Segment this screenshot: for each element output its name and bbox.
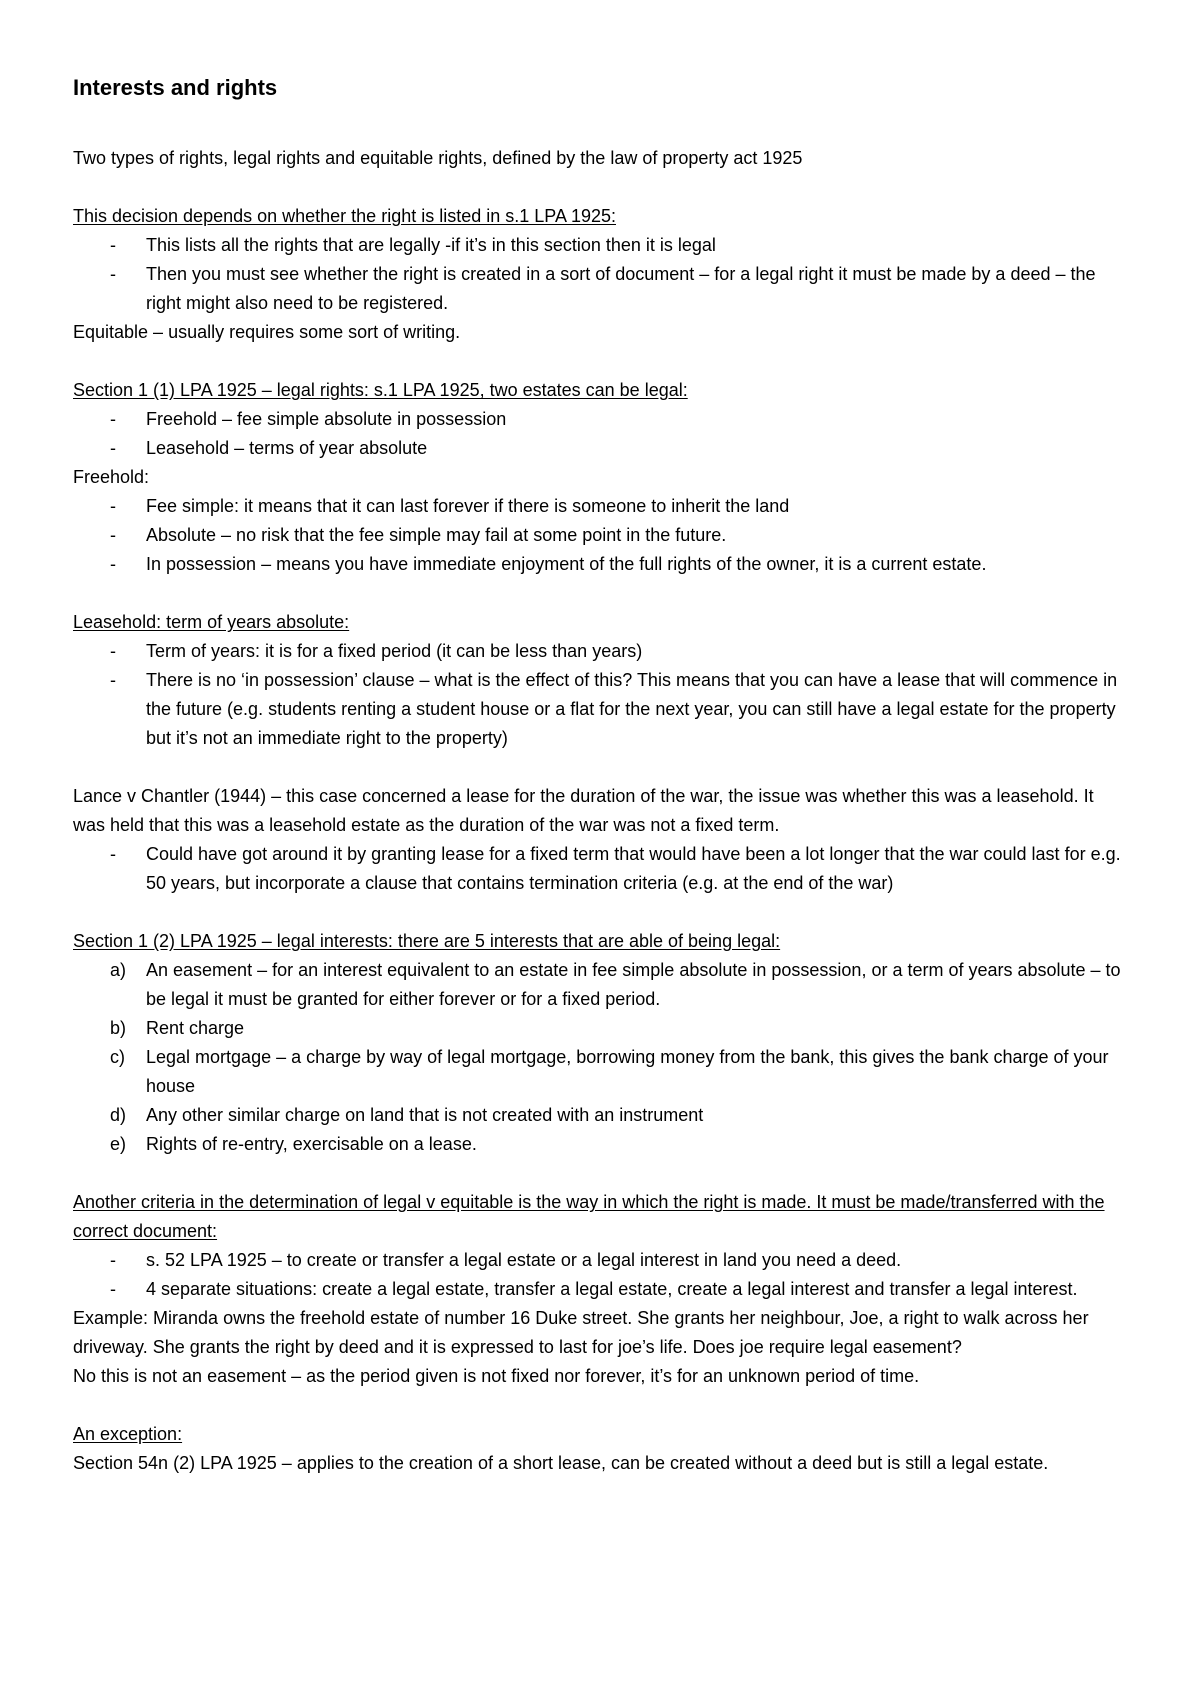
list-item — [73, 521, 1130, 550]
bullet-list-s1 — [73, 231, 1130, 318]
list-item-text: Rights of re-entry, exercisable on a lease. — [146, 1134, 477, 1154]
list-item — [73, 1246, 1130, 1275]
bullet-list-lance — [73, 840, 1130, 898]
list-item-text: Could have got around it by granting lease for a fixed term that would have been a lot longer that the war could last for e.g. 50 years, but incorporate a clause that contains termination criteria (e.g. at the end of the war) — [146, 844, 1121, 893]
exception-heading: An exception: — [73, 1424, 183, 1444]
spacer — [73, 898, 1130, 927]
list-item — [73, 492, 1130, 521]
list-item — [73, 1275, 1130, 1304]
spacer — [73, 753, 1130, 782]
bullet-marker: - — [110, 409, 116, 429]
section-heading-s3: Section 1 (2) LPA 1925 – legal interests: there are 5 interests that are able of being legal: — [73, 931, 781, 951]
bullet-marker: - — [110, 525, 116, 545]
bullet-marker: - — [110, 438, 116, 458]
list-item-text: This lists all the rights that are legally -if it’s in this section then it is legal — [146, 235, 716, 255]
bullet-marker: - — [110, 264, 116, 284]
list-item-text: Legal mortgage – a charge by way of legal mortgage, borrowing money from the bank, this gives the bank charge of your house — [146, 1047, 1109, 1096]
list-item — [73, 434, 1130, 463]
list-item-text: 4 separate situations: create a legal estate, transfer a legal estate, create a legal interest and transfer a legal interest. — [146, 1279, 1078, 1299]
intro-paragraph: Two types of rights, legal rights and equitable rights, defined by the law of property act 1925 — [73, 148, 803, 168]
spacer — [73, 173, 1130, 202]
exception-paragraph: Section 54n (2) LPA 1925 – applies to the creation of a short lease, can be created without a deed but is still a legal estate. — [73, 1453, 1049, 1473]
list-item — [73, 840, 1130, 898]
list-item-text: Term of years: it is for a fixed period (it can be less than years) — [146, 641, 643, 661]
page-title: Interests and rights — [73, 75, 278, 100]
spacer — [73, 1159, 1130, 1188]
freehold-label: Freehold: — [73, 467, 150, 487]
section-heading-s1: This decision depends on whether the right is listed in s.1 LPA 1925: — [73, 206, 616, 226]
bullet-list-leasehold — [73, 637, 1130, 753]
spacer — [73, 347, 1130, 376]
list-item — [73, 956, 1130, 1014]
bullet-marker: - — [110, 844, 116, 864]
bullet-marker: - — [110, 554, 116, 574]
spacer — [73, 579, 1130, 608]
list-item — [73, 405, 1130, 434]
list-item-text: Fee simple: it means that it can last forever if there is someone to inherit the land — [146, 496, 790, 516]
bullet-marker: - — [110, 670, 116, 690]
bullet-marker: - — [110, 1250, 116, 1270]
bullet-list-s2 — [73, 405, 1130, 463]
bullet-list-freehold — [73, 492, 1130, 579]
bullet-list-s4 — [73, 1246, 1130, 1304]
list-item — [73, 637, 1130, 666]
spacer — [73, 1391, 1130, 1420]
equitable-paragraph: Equitable – usually requires some sort of writing. — [73, 322, 461, 342]
answer-paragraph: No this is not an easement – as the period given is not fixed nor forever, it’s for an unknown period of time. — [73, 1366, 920, 1386]
list-item-text: Then you must see whether the right is created in a sort of document – for a legal right it must be made by a deed – the right might also need to be registered. — [146, 264, 1096, 313]
list-item — [73, 1101, 1130, 1130]
bullet-marker: - — [110, 235, 116, 255]
list-item — [73, 666, 1130, 753]
list-marker: c) — [110, 1047, 125, 1067]
list-item-text: s. 52 LPA 1925 – to create or transfer a legal estate or a legal interest in land you need a deed. — [146, 1250, 902, 1270]
example-paragraph: Example: Miranda owns the freehold estate of number 16 Duke street. She grants her neighbour, Joe, a right to walk across her driveway. She grants the right by deed and it is expressed to last for joe’s life. Does joe require legal easement? — [73, 1308, 1089, 1357]
list-item — [73, 260, 1130, 318]
list-marker: d) — [110, 1105, 127, 1125]
list-item-text: Leasehold – terms of year absolute — [146, 438, 428, 458]
list-marker: b) — [110, 1018, 127, 1038]
lettered-list-s3 — [73, 956, 1130, 1159]
list-item — [73, 231, 1130, 260]
bullet-marker: - — [110, 496, 116, 516]
list-item-text: There is no ‘in possession’ clause – what is the effect of this? This means that you can have a lease that will commence in the future (e.g. students renting a student house or a flat for the next year, you can still have a legal estate for the property but it’s not an immediate right to the property) — [146, 670, 1118, 748]
list-item-text: Any other similar charge on land that is not created with an instrument — [146, 1105, 704, 1125]
list-marker: e) — [110, 1134, 127, 1154]
bullet-marker: - — [110, 641, 116, 661]
lance-paragraph: Lance v Chantler (1944) – this case concerned a lease for the duration of the war, the issue was whether this was a leasehold. It was held that this was a leasehold estate as the duration of the war was not a fixed term. — [73, 786, 1094, 835]
list-item — [73, 1043, 1130, 1101]
list-item-text: Freehold – fee simple absolute in possession — [146, 409, 507, 429]
section-heading-s4: Another criteria in the determination of legal v equitable is the way in which the right is made. It must be made/transferred with the correct document: — [73, 1192, 1105, 1241]
list-item-text: Rent charge — [146, 1018, 245, 1038]
list-item — [73, 550, 1130, 579]
list-item — [73, 1130, 1130, 1159]
list-item-text: Absolute – no risk that the fee simple may fail at some point in the future. — [146, 525, 727, 545]
list-item-text: In possession – means you have immediate enjoyment of the full rights of the owner, it is a current estate. — [146, 554, 987, 574]
list-item — [73, 1014, 1130, 1043]
bullet-marker: - — [110, 1279, 116, 1299]
section-heading-s2: Section 1 (1) LPA 1925 – legal rights: s.1 LPA 1925, two estates can be legal: — [73, 380, 688, 400]
list-marker: a) — [110, 960, 127, 980]
list-item-text: An easement – for an interest equivalent to an estate in fee simple absolute in possession, or a term of years absolute – to be legal it must be granted for either forever or for a fixed period. — [146, 960, 1121, 1009]
section-heading-leasehold: Leasehold: term of years absolute: — [73, 612, 350, 632]
